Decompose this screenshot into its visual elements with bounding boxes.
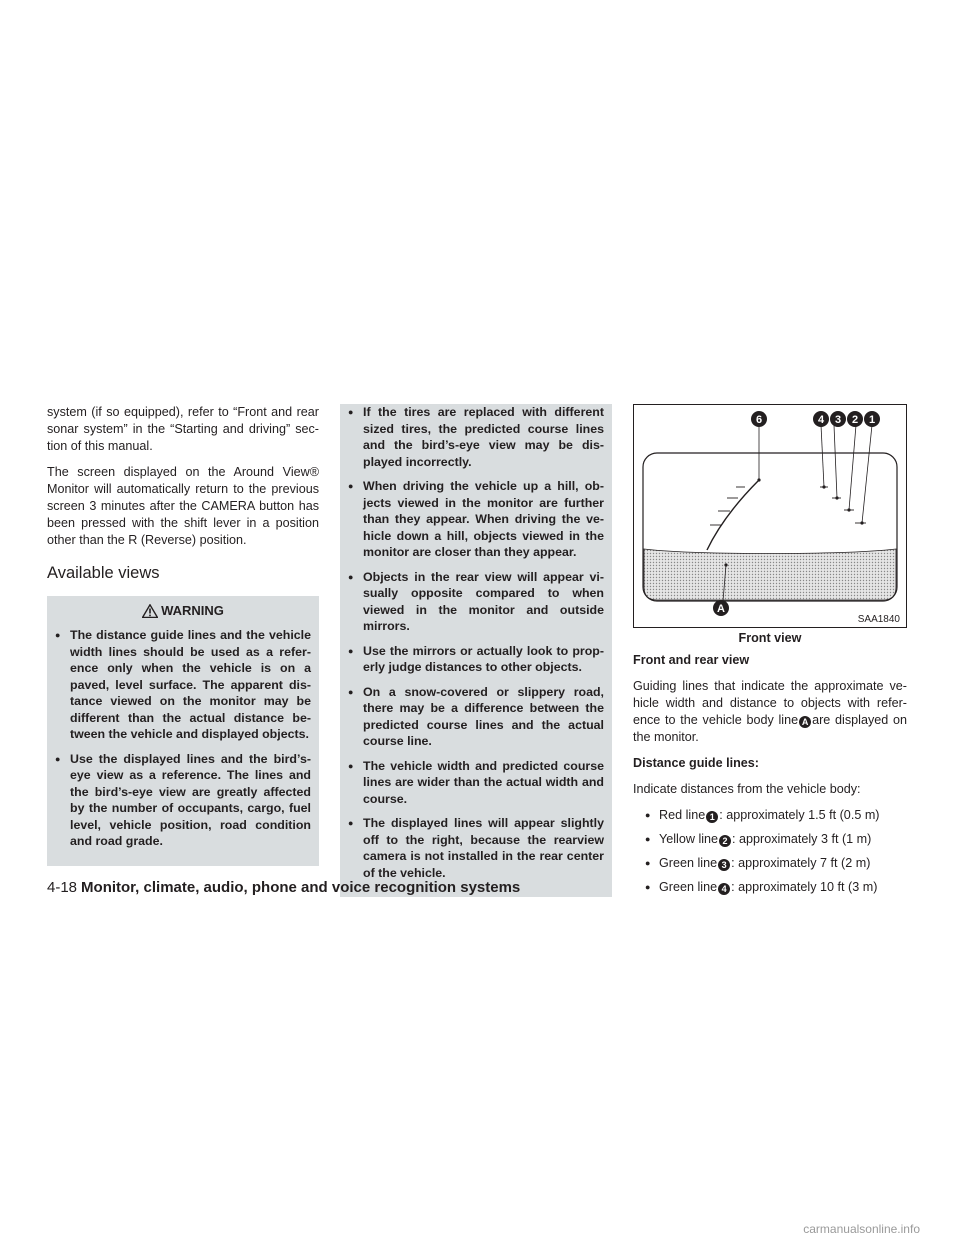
callout-2 xyxy=(847,411,863,427)
warning-title: WARNING xyxy=(161,603,224,618)
distance-intro: Indicate distances from the vehicle body: xyxy=(633,782,861,796)
callout-a-inline: A xyxy=(799,716,811,728)
callout-3 xyxy=(830,411,846,427)
callout-label: 6 xyxy=(755,414,763,426)
distance-list xyxy=(633,807,907,896)
warning-item: ● The distance guide lines and the vehicle width lines should be used as a refer- ence only when the vehicle is on a paved, level surface. The apparent dis- tance viewed on the monitor may be different than the actual distance be- tween the vehicle and displayed objects. xyxy=(55,627,311,743)
callout-label: A xyxy=(717,603,725,615)
front-view-diagram xyxy=(634,405,906,627)
warning-header xyxy=(55,602,311,619)
callout-4 xyxy=(813,411,829,427)
distance-item: ● Red line 1 : approximately 1.5 ft (0.5 m) xyxy=(645,807,907,824)
callout-1 xyxy=(864,411,880,427)
intro-paragraph: system (if so equipped), refer to “Front and rear sonar system” in the “Starting and driving” sec- tion of this manual. xyxy=(47,405,319,453)
column-right xyxy=(633,404,907,903)
warning-item: ● Use the displayed lines and the bird’s- eye view as a reference. The lines and the bird’s-eye view are greatly affected by the number of occupants, cargo, fuel level, vehicle position, road condition and road grade. xyxy=(55,751,311,850)
warning-item: ● When driving the vehicle up a hill, ob- jects viewed in the monitor are further than they appear. When driving the ve- hicle down a hill, objects viewed in the monitor are closer than they appear. xyxy=(348,478,604,561)
callout-a xyxy=(713,600,729,616)
warning-item: ● Objects in the rear view will appear vi- sually opposite compared to when viewed in the monitor and outside mirrors. xyxy=(348,569,604,635)
callout-inline: 1 xyxy=(706,811,718,823)
page-footer xyxy=(47,879,520,896)
section-heading: Available views xyxy=(47,564,160,582)
figure-caption: Front view xyxy=(738,631,802,645)
warning-item: ● On a snow-covered or slippery road, there may be a difference between the predicted course lines and the actual course line. xyxy=(348,684,604,750)
distance-item: ● Green line 3 : approximately 7 ft (2 m) xyxy=(645,855,907,872)
subsection-heading: Front and rear view xyxy=(633,653,750,667)
watermark: carmanualsonline.info xyxy=(803,1222,920,1236)
front-view-figure xyxy=(633,404,907,628)
callout-label: 3 xyxy=(834,414,842,426)
warning-list xyxy=(348,404,604,881)
warning-box xyxy=(47,596,319,866)
column-left xyxy=(47,404,319,866)
warning-list xyxy=(55,627,311,850)
warning-item: ● The vehicle width and predicted course lines are wider than the actual width and course. xyxy=(348,758,604,808)
callout-6 xyxy=(751,411,767,427)
vehicle-body-area xyxy=(644,549,896,600)
column-middle xyxy=(340,404,612,897)
warning-item: ● The displayed lines will appear slightly off to the right, because the rearview camera is not installed in the rear center of the vehicle. xyxy=(348,815,604,881)
chapter-title: Monitor, climate, audio, phone and voice recognition systems xyxy=(81,879,521,896)
guide-lines-paragraph: Guiding lines that indicate the approximate ve- hicle width and distance to objects with refer- ence to the vehicle body line A are displayed on the monitor. xyxy=(633,679,907,744)
warning-triangle-icon xyxy=(142,604,158,618)
callout-inline: 4 xyxy=(718,883,730,895)
warning-item: ● If the tires are replaced with different sized tires, the predicted course lines and the bird’s-eye view may be dis- played incorrectly. xyxy=(348,404,604,470)
warning-box-continued xyxy=(340,404,612,897)
page-number: 4-18 xyxy=(47,879,78,896)
screen-return-paragraph: The screen displayed on the Around View® Monitor will automatically return to the previous screen 3 minutes after the CAMERA button has been pressed with the shift lever in a position other than the R (Reverse) position. xyxy=(47,465,319,547)
figure-code: SAA1840 xyxy=(857,614,900,625)
warning-item: ● Use the mirrors or actually look to prop- erly judge distances to other objects. xyxy=(348,643,604,676)
distance-guide-heading: Distance guide lines: xyxy=(633,756,759,770)
callout-label: 1 xyxy=(868,414,876,426)
callout-inline: 3 xyxy=(718,859,730,871)
distance-item: ● Green line 4 : approximately 10 ft (3 m) xyxy=(645,879,907,896)
callout-label: 2 xyxy=(851,414,859,426)
distance-item: ● Yellow line 2 : approximately 3 ft (1 m) xyxy=(645,831,907,848)
callout-inline: 2 xyxy=(719,835,731,847)
callout-label: 4 xyxy=(817,414,825,426)
